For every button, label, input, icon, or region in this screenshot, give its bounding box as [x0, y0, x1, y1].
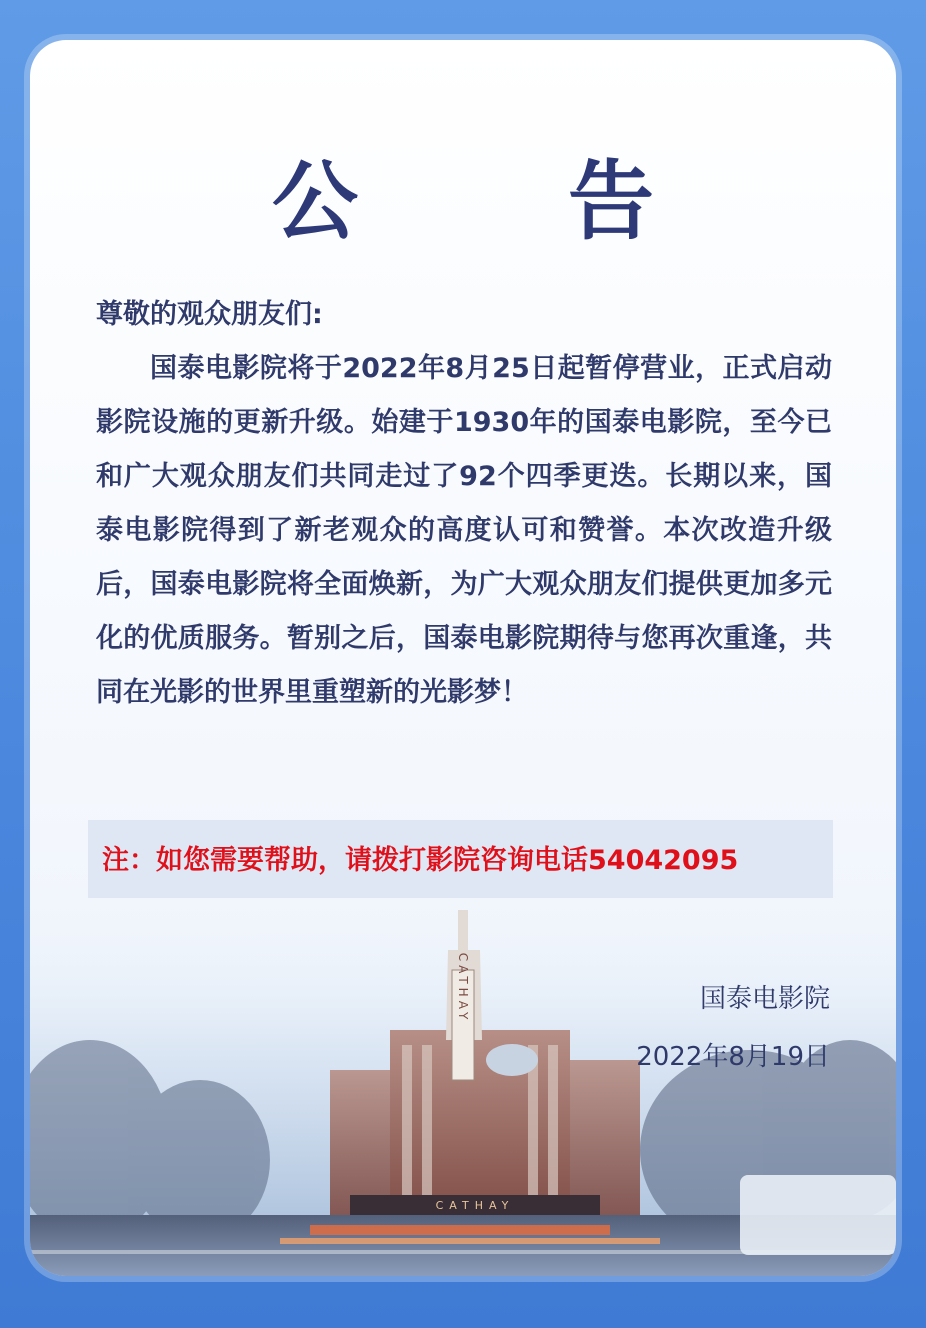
notice-card: [30, 40, 896, 1276]
signature-org: 国泰电影院: [699, 984, 830, 1014]
signature-date: 2022年8月19日: [636, 1042, 830, 1072]
marquee-sign: CATHAY: [435, 1199, 515, 1212]
cinema-building-photo: [30, 910, 896, 1276]
notice-title: 公 告: [272, 152, 744, 252]
notice-body: 国泰电影院将于2022年8月25日起暂停营业，正式启动影院设施的更新升级。始建于1930年的国泰电影院，至今已和广大观众朋友们共同走过了92个四季更迭。长期以来，国泰电影院得到了新老观众的高度认可和赞誉。本次改造升级后，国泰电影院将全面焕新，为广大观众朋友们提供更加多元化的优质服务。暂别之后，国泰电影院期待与您再次重逢，共同在光影的世界里重塑新的光影梦！: [96, 353, 832, 708]
help-note: 注：如您需要帮助，请拨打影院咨询电话54042095: [102, 845, 739, 876]
tower-sign: CATHAY: [456, 952, 470, 1024]
greeting: 尊敬的观众朋友们:: [96, 299, 323, 330]
help-note-box: [88, 820, 833, 898]
